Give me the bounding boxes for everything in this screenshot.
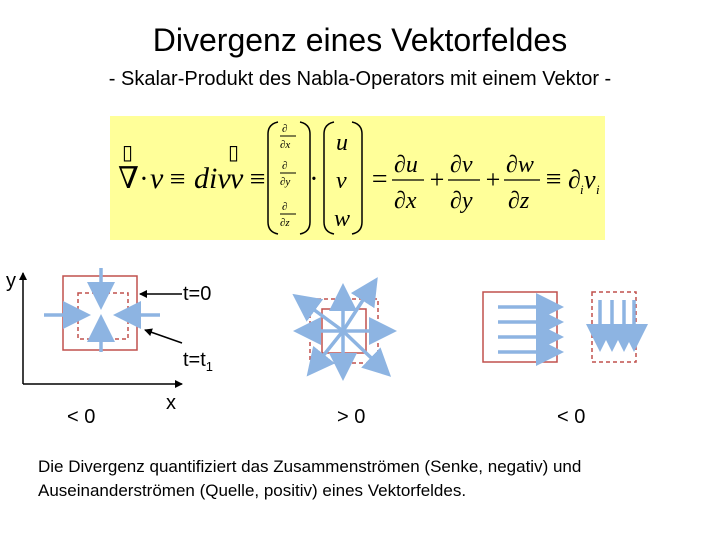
partial-top: ∂ bbox=[282, 160, 288, 172]
partial-y: ∂y bbox=[280, 176, 291, 188]
page-subtitle: - Skalar-Produkt des Nabla-Operators mit einem Vektor - bbox=[108, 68, 612, 90]
placeholder-glyph: ▯ bbox=[228, 142, 240, 164]
source-example bbox=[298, 283, 390, 374]
denominator-dz: ∂z bbox=[508, 188, 530, 214]
equiv-symbol: ≡ bbox=[168, 164, 187, 195]
plus-symbol: + bbox=[484, 165, 502, 194]
vector-v: v bbox=[230, 162, 244, 195]
component-v-i: v bbox=[584, 165, 596, 194]
sink-divergence-label: < 0 bbox=[67, 406, 96, 428]
t0-label: t=0 bbox=[183, 283, 212, 305]
outflow-arrow-downleft bbox=[311, 331, 343, 371]
denominator-dy: ∂y bbox=[450, 188, 473, 214]
dot-symbol: · bbox=[310, 164, 317, 195]
dot-symbol: · bbox=[140, 164, 147, 195]
numerator-du: ∂u bbox=[394, 152, 418, 178]
partial-top: ∂ bbox=[282, 123, 288, 135]
partial-symbol: ∂ bbox=[568, 165, 581, 194]
sink-example bbox=[44, 268, 182, 352]
t1-label-subscript: 1 bbox=[205, 359, 214, 374]
explanation-text: Die Divergenz quantifiziert das Zusammenströmen (Senke, negativ) und Auseinanderströmen (Quelle, positiv) eines Vektorfeldes. bbox=[38, 457, 582, 500]
component-u: u bbox=[336, 130, 348, 156]
div-operator: div bbox=[194, 162, 231, 195]
outflow-arrow-upleft bbox=[298, 298, 343, 331]
pointer-t1 bbox=[145, 330, 182, 343]
t1-label-main: t=t bbox=[183, 349, 206, 371]
numerator-dw: ∂w bbox=[506, 152, 534, 178]
subscript-i: i bbox=[596, 182, 600, 197]
subscript-i: i bbox=[580, 182, 584, 197]
parallel-divergence-label: < 0 bbox=[557, 406, 586, 428]
equals-symbol: = bbox=[370, 164, 389, 195]
left-paren bbox=[324, 122, 334, 234]
outflow-arrow-upright bbox=[343, 283, 374, 331]
source-divergence-label: > 0 bbox=[337, 406, 366, 428]
formula-box bbox=[110, 116, 605, 240]
denominator-dx: ∂x bbox=[394, 188, 417, 214]
outflow-arrow-downright bbox=[343, 331, 386, 372]
vector-v: v bbox=[150, 162, 164, 195]
equiv-symbol: ≡ bbox=[248, 164, 267, 195]
page-title: Divergenz eines Vektorfeldes bbox=[152, 22, 568, 58]
y-axis-label: y bbox=[6, 270, 16, 292]
right-paren bbox=[352, 122, 362, 234]
x-axis-label: x bbox=[166, 392, 176, 414]
partial-top: ∂ bbox=[282, 201, 288, 213]
parallel-flow-example bbox=[483, 292, 636, 362]
component-w: w bbox=[334, 206, 351, 232]
component-v: v bbox=[336, 168, 347, 194]
partial-z: ∂z bbox=[280, 217, 290, 229]
right-paren bbox=[300, 122, 310, 234]
nabla-symbol: ∇ bbox=[118, 162, 139, 195]
t1-label bbox=[183, 349, 213, 374]
partial-x: ∂x bbox=[280, 139, 291, 151]
numerator-dv: ∂v bbox=[450, 152, 473, 178]
formula-svg bbox=[110, 116, 605, 240]
left-paren bbox=[268, 122, 278, 234]
plus-symbol: + bbox=[428, 165, 446, 194]
placeholder-glyph: ▯ bbox=[122, 142, 134, 164]
equiv-symbol: ≡ bbox=[544, 164, 563, 195]
